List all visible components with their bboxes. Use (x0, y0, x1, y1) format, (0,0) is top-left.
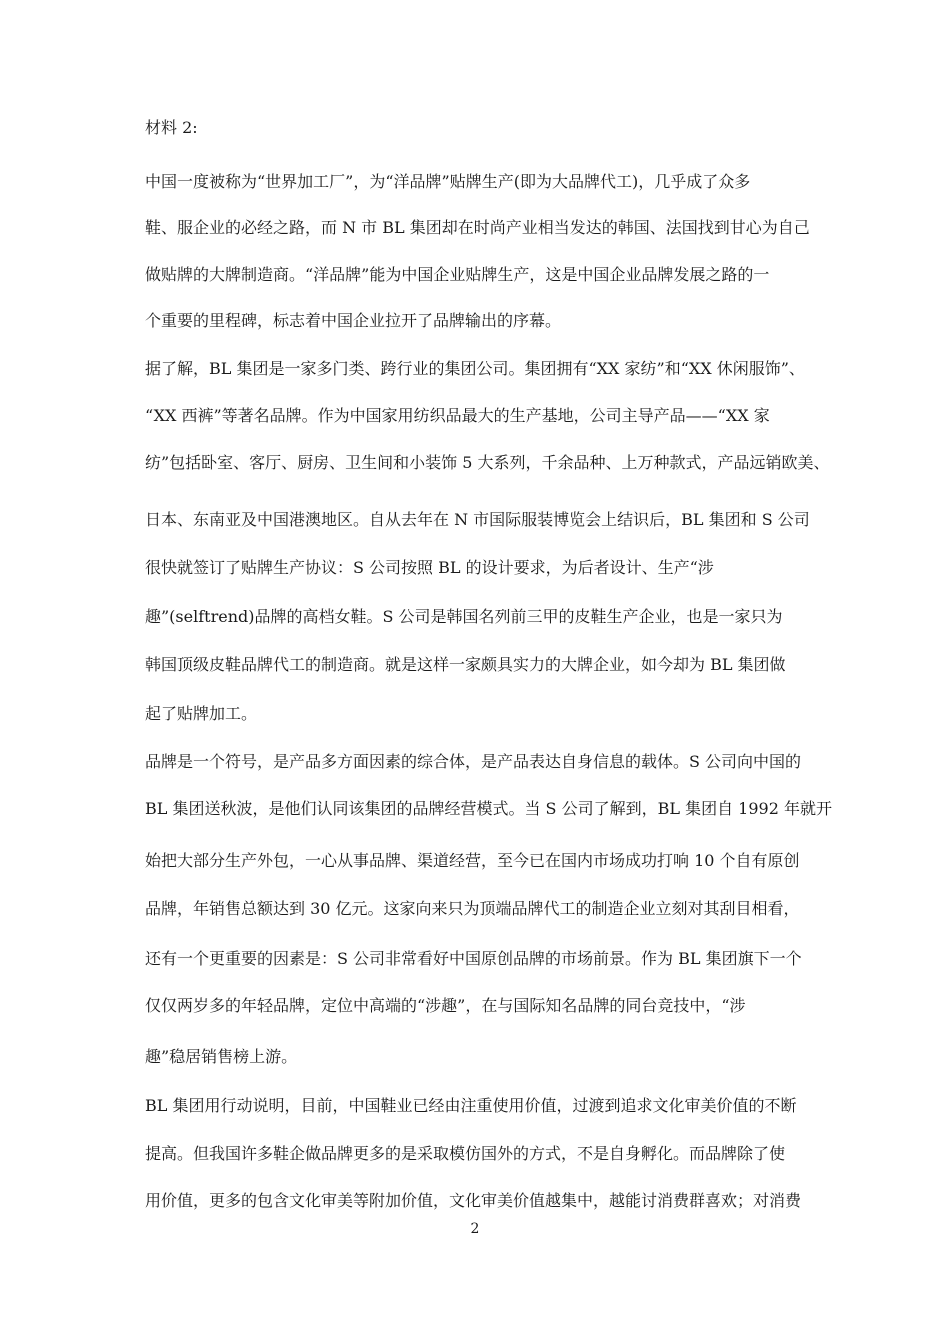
text-line: 始把大部分生产外包，一心从事品牌、渠道经营，至今已在国内市场成功打响 10 个自有原创 (145, 851, 800, 870)
text-line: 鞋、服企业的必经之路，而 N 市 BL 集团却在时尚产业相当发达的韩国、法国找到甘心为自己 (145, 218, 810, 237)
text-line: 起了贴牌加工。 (145, 704, 258, 723)
text-line: BL 集团用行动说明，目前，中国鞋业已经由注重使用价值，过渡到追求文化审美价值的不断 (145, 1096, 797, 1115)
text-line: 很快就签订了贴牌生产协议：S 公司按照 BL 的设计要求，为后者设计、生产“涉 (145, 558, 714, 577)
text-line: 据了解，BL 集团是一家多门类、跨行业的集团公司。集团拥有“XX 家纺”和“XX 休闲服饰”、 (145, 359, 805, 378)
text-line: 做贴牌的大牌制造商。“洋品牌”能为中国企业贴牌生产，这是中国企业品牌发展之路的一 (145, 265, 770, 284)
material-heading: 材料 2: (145, 118, 198, 137)
text-line: 纺”包括卧室、客厅、厨房、卫生间和小装饰 5 大系列，千余品种、上万种款式，产品远销欧美、 (145, 453, 830, 472)
text-line: 用价值，更多的包含文化审美等附加价值，文化审美价值越集中，越能讨消费群喜欢；对消费 (145, 1191, 802, 1210)
text-line: 提高。但我国许多鞋企做品牌更多的是采取模仿国外的方式，不是自身孵化。而品牌除了使 (145, 1144, 786, 1163)
text-line: 仅仅两岁多的年轻品牌，定位中高端的“涉趣”，在与国际知名品牌的同台竞技中，“涉 (145, 996, 746, 1015)
text-line: 还有一个更重要的因素是：S 公司非常看好中国原创品牌的市场前景。作为 BL 集团旗下一个 (145, 949, 802, 968)
text-line: 品牌，年销售总额达到 30 亿元。这家向来只为顶端品牌代工的制造企业立刻对其刮目相看， (145, 899, 800, 918)
text-line: “XX 西裤”等著名品牌。作为中国家用纺织品最大的生产基地，公司主导产品——“XX 家 (145, 406, 770, 425)
text-line: 中国一度被称为“世界加工厂”，为“洋品牌”贴牌生产(即为大品牌代工)，几乎成了众多 (145, 172, 751, 191)
text-line: 个重要的里程碑，标志着中国企业拉开了品牌输出的序幕。 (145, 311, 562, 330)
text-line: 日本、东南亚及中国港澳地区。自从去年在 N 市国际服装博览会上结识后，BL 集团和 S 公司 (145, 510, 810, 529)
page-number: 2 (470, 1221, 480, 1237)
text-line: 趣”(selftrend)品牌的高档女鞋。S 公司是韩国名列前三甲的皮鞋生产企业，也是一家只为 (145, 607, 783, 626)
text-line: 品牌是一个符号，是产品多方面因素的综合体，是产品表达自身信息的载体。S 公司向中国的 (145, 752, 802, 771)
text-line: BL 集团送秋波，是他们认同该集团的品牌经营模式。当 S 公司了解到，BL 集团自 1992 年就开 (145, 799, 832, 818)
text-line: 韩国顶级皮鞋品牌代工的制造商。就是这样一家颇具实力的大牌企业，如今却为 BL 集团做 (145, 655, 786, 674)
text-line: 趣”稳居销售榜上游。 (145, 1047, 298, 1066)
